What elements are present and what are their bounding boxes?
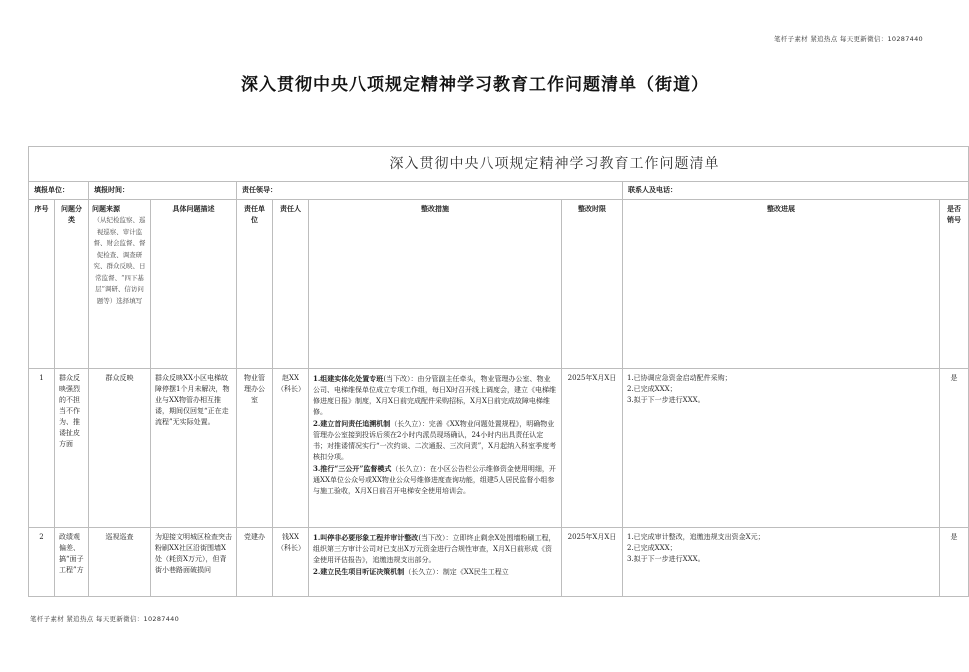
cell-unit: 党建办 bbox=[237, 528, 273, 597]
col-extra: 是否销号 bbox=[940, 200, 969, 369]
measure-item: 2.建立首问责任追溯机制（长久立）：完善《XX物业问题处置规程》，明确物业管理办公室接到投诉后须在2小时内派员现场确认，24小时内出具责任认定书；对推诿情况实行“一次约谈、二次通报、三次问责”，X月起纳入科室季度考核扣分项。 bbox=[313, 419, 557, 461]
progress-item: 1.已协调应急资金启动配件采购； bbox=[627, 374, 732, 382]
col-category: 问题分类 bbox=[55, 200, 89, 369]
progress-item: 2.已完成XXX； bbox=[627, 385, 677, 393]
cell-seq: 1 bbox=[29, 369, 55, 528]
cell-person: 赵XX（科长） bbox=[273, 369, 309, 528]
table-title: 深入贯彻中央八项规定精神学习教育工作问题清单 bbox=[29, 147, 969, 182]
col-seq: 序号 bbox=[29, 200, 55, 369]
cell-measures bbox=[309, 528, 562, 597]
col-description: 具体问题描述 bbox=[151, 200, 237, 369]
col-deadline: 整改时限 bbox=[562, 200, 623, 369]
cell-deadline: 2025年X月X日 bbox=[562, 528, 623, 597]
issue-table-sheet bbox=[28, 146, 962, 608]
col-source bbox=[89, 200, 151, 369]
meta-time: 填报时间： bbox=[89, 182, 237, 200]
col-unit: 责任单位 bbox=[237, 200, 273, 369]
cell-extra: 是 bbox=[940, 369, 969, 528]
col-measures: 整改措施 bbox=[309, 200, 562, 369]
col-person: 责任人 bbox=[273, 200, 309, 369]
col-progress: 整改进展 bbox=[623, 200, 940, 369]
cell-unit: 物业管理办公室 bbox=[237, 369, 273, 528]
cell-description: 为迎接文明城区检查突击粉刷XX社区沿街围墙X处（耗资X万元），但背街小巷路面破损问 bbox=[151, 528, 237, 597]
cell-seq: 2 bbox=[29, 528, 55, 597]
measure-item: 1.组建实体化处置专班(当下改）：由分管副主任牵头，物业管理办公室、物业公司、电梯维保单位成立专项工作组，每日X时召开线上调度会，建立《电梯维修进度日报》制度，X月X日前完成配件采购招标，X月X日前完成故障电梯维修。 bbox=[313, 374, 556, 416]
cell-person: 钱XX（科长） bbox=[273, 528, 309, 597]
progress-item: 1.已完成审计整改，追缴违规支出资金X元； bbox=[627, 533, 765, 541]
cell-source: 巡视巡查 bbox=[89, 528, 151, 597]
header-note: 笔杆子素材 紧追热点 每天更新微信：10287440 bbox=[773, 35, 923, 43]
progress-item: 3.拟于下一步进行XXX。 bbox=[627, 555, 705, 563]
footer-note: 笔杆子素材 紧追热点 每天更新微信：10287440 bbox=[30, 615, 180, 623]
cell-category: 政绩观偏差、搞“面子工程”方 bbox=[55, 528, 89, 597]
col-source-title: 问题来源 bbox=[92, 205, 120, 213]
progress-item: 2.已完成XXX； bbox=[627, 544, 677, 552]
cell-measures bbox=[309, 369, 562, 528]
progress-item: 3.拟于下一步进行XXX。 bbox=[627, 396, 705, 404]
issue-table bbox=[28, 146, 969, 597]
table-row bbox=[29, 528, 969, 597]
table-row bbox=[29, 369, 969, 528]
cell-progress bbox=[623, 369, 940, 528]
cell-category: 群众反映强烈的不担当不作为、推诿扯皮方面 bbox=[55, 369, 89, 528]
meta-leader: 责任领导： bbox=[237, 182, 623, 200]
cell-description: 群众反映XX小区电梯故障停摆1个月未解决，物业与XX物管办相互推诿，期间仅回复“正在走流程”无实际处置。 bbox=[151, 369, 237, 528]
measure-item: 3.推行“三公开”监督模式（长久立）：在小区公告栏公示维修资金使用明细，开通XX单位公众号或XX物业公众号维修进度查询功能，组建5人居民监督小组参与施工验收，X月X日前召开电梯安全使用培训会。 bbox=[313, 464, 556, 495]
measure-item: 2.建立民生项目听证决策机制（长久立）：制定《XX民生工程立 bbox=[313, 567, 509, 576]
cell-deadline: 2025年X月X日 bbox=[562, 369, 623, 528]
cell-extra: 是 bbox=[940, 528, 969, 597]
cell-source: 群众反映 bbox=[89, 369, 151, 528]
measure-item: 1.叫停非必要形象工程并审计整改(当下改）：立即终止剩余X处围墙粉刷工程，组织第三方审计公司对已支出X万元资金进行合规性审查，X月X日前形成《资金使用评估报告》，追缴违规支出部分。 bbox=[313, 533, 556, 564]
cell-progress bbox=[623, 528, 940, 597]
page-title: 深入贯彻中央八项规定精神学习教育工作问题清单（街道） bbox=[241, 75, 709, 95]
meta-unit: 填报单位： bbox=[29, 182, 89, 200]
meta-contact: 联系人及电话： bbox=[623, 182, 969, 200]
col-source-note: （从纪检监察、巡视巡察、审计监督、财会监督、督促检查、调查研究、群众反映、日常监督、“四下基层”调研、信访问题等）选择填写 bbox=[93, 216, 146, 305]
